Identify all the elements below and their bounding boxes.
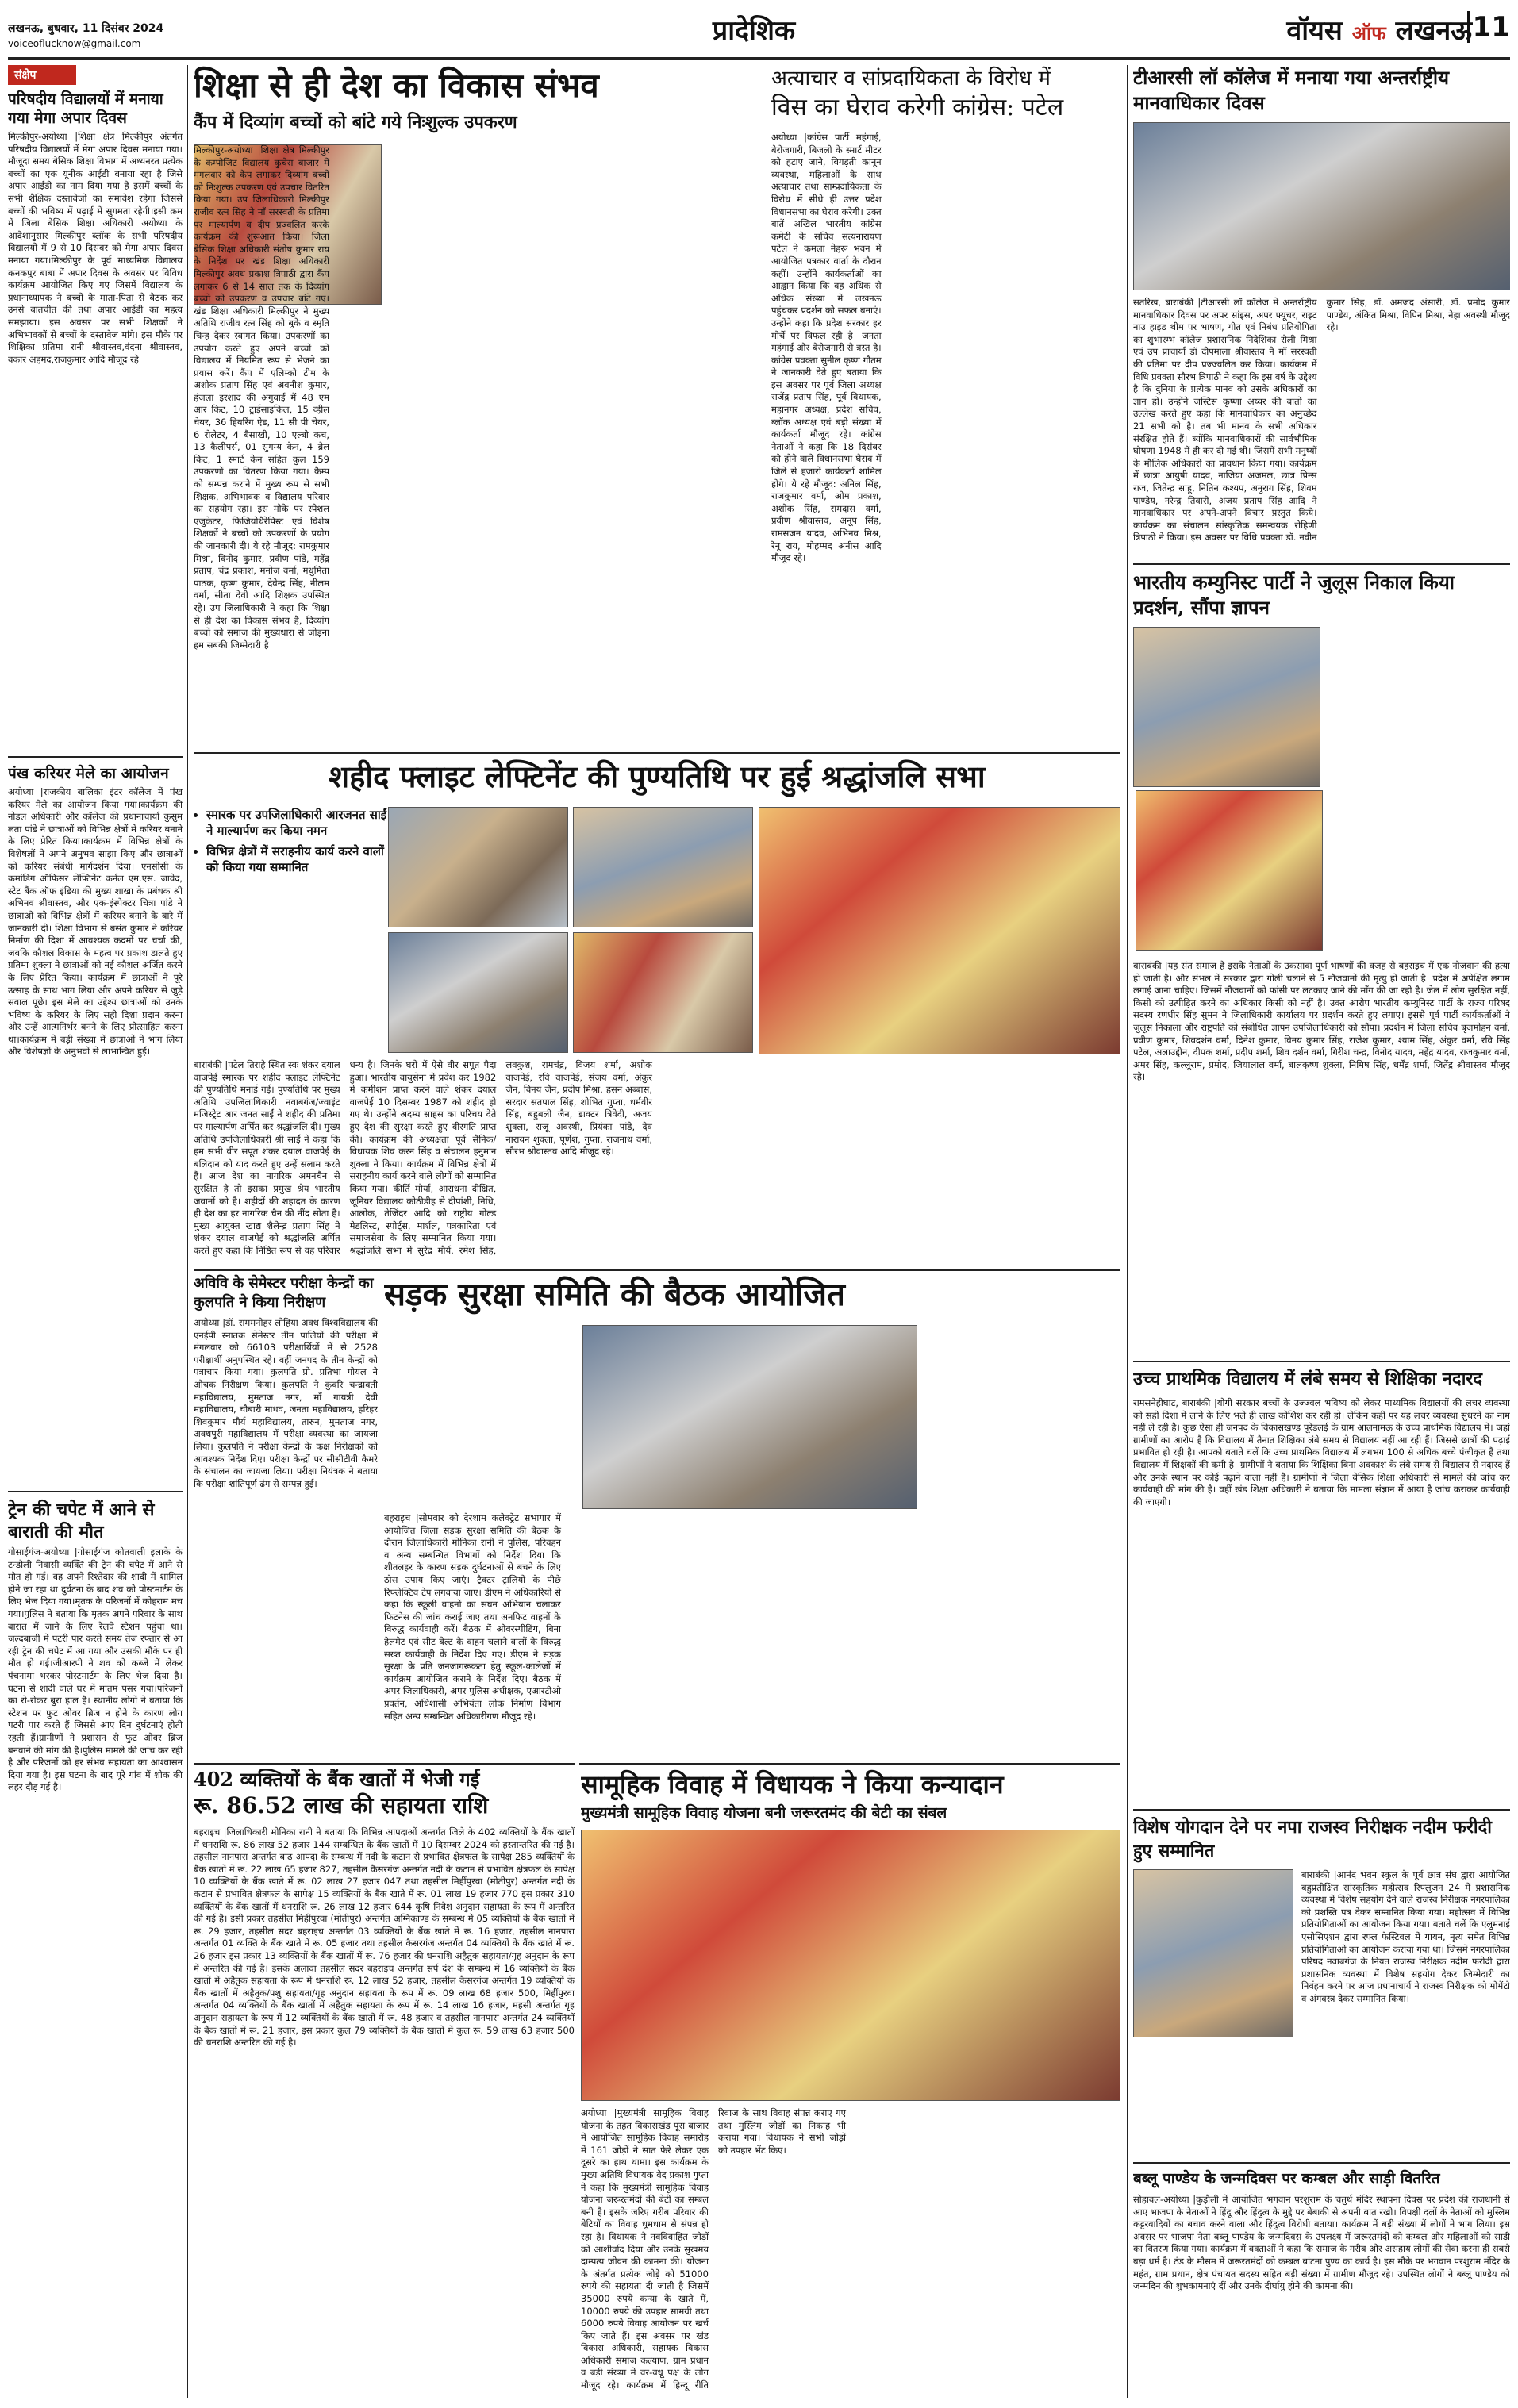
photo-cpi-1 <box>1133 627 1320 787</box>
subhead-shiksha: कैंप में दिव्यांग बच्चों को बांटे गये निःशुल्क उपकरण <box>194 113 517 132</box>
story-babloo <box>1133 2162 1510 2400</box>
paper-name <box>1286 11 1472 48</box>
body-shahid: बाराबंकी |पटेल तिराहे स्थित स्वः शंकर दयाल वाजपेई स्मारक पर शहीद फ्लाइट लेफ्टिनेंट की पुण्यतिथि मनाई गई। पुण्यतिथि पर मुख्य अतिथि उपजिलाधिकारी नवाबगंज/ज्वाइंट मजिस्ट्रेट आर जनत साईं ने शहीद की प्रतिमा पर माल्यार्पण अर्पित कर श्रद्धांजलि दी। मुख्य अतिथि उपजिलाधिकारी श्री साईं ने कहा कि हम सभी वीर सपूत शंकर दयाल वाजपेई के बलिदान को याद करते हुए उन्हें सलाम करते हैं। आज देश का नागरिक अमनचैन से सुरक्षित है तो इसका प्रमुख श्रेय भारतीय जवानों को है। शहीदों की शहादत के कारण ही देश का हर नागरिक चैन की नींद सोता है। मुख्य आयुक्त खाद्य शैलेन्द्र प्रताप सिंह ने शंकर दयाल वाजपेई को श्रद्धांजलि अर्पित करते हुए कहा कि निष्ठित रूप से वह परिवार धन्य है। जिनके घरों में ऐसे वीर सपूत पैदा हुआ। भारतीय वायुसेना में प्रवेश कर 1982 में कमीशन प्राप्त करने वाले शंकर दयाल वाजपेई 10 दिसम्बर 1987 को शहीद हो गए थे। उन्होंने अदम्य साहस का परिचय देते हुए देश की सुरक्षा करते हुए वीरगति प्राप्त की। कार्यक्रम की अध्यक्षता पूर्व सैनिक/विधायक शिव करन सिंह व संचालन हनुमान शुक्ला ने किया। कार्यक्रम में विभिन्न क्षेत्रों में सराहनीय कार्य करने वाले लोगों को सम्मानित किया गया। कीर्ति मौर्या, आराधना दीक्षित, जूनियर विद्यालय कोठीडीह से दीपांशी, निधि, आलोक, तेजिंदर आदि को राष्ट्रीय गोल्ड मेडलिस्ट, स्पोर्ट्स, मार्शल, पत्रकारिता एवं समाजसेवा के लिए सम्मानित किया गया। श्रद्धांजलि सभा में सुरेंद्र मौर्य, रमेश सिंह, लवकुश, रामचंद्र, विजय शर्मा, अशोक वाजपेई, रवि वाजपेई, संजय वर्मा, अंकुर जैन, विनय जैन, प्रदीप मिश्रा, हसन अब्बास, सरदार सतपाल सिंह, शोभित गुप्ता, धर्मवीर सिंह, बहुबली जैन, डाक्टर त्रिवेदी, अजय शुक्ला, राजू अवस्थी, प्रियंका पांडे, देव नारायन शुक्ला, पूर्णेश, गुप्ता, राजनाथ वर्मा, सौरभ श्रीवास्तव आदि मौजूद रहे। <box>194 1059 652 1256</box>
photo-vivah <box>581 1830 1120 2101</box>
headline-vivah: सामूहिक विवाह में विधायक ने किया कन्यादान <box>581 1769 1004 1799</box>
mid-rule-3 <box>194 1763 575 1765</box>
body-babloo: सोहावल-अयोध्या |कुड़ौली में आयोजित भगवान परशुराम के चतुर्थ मंदिर स्थापना दिवस पर प्रदेश की राजधानी से आए भाजपा के नेताओं ने हिंदू और हिंदुत्व के मुद्दे पर बेबाकी से अपनी बात रखी। विपक्षी दलों के नेताओं को मुस्लिम कट्टरवादियों का बचाव करने वाला और हिंदुत्व विरोधी बताया। कार्यक्रम में बड़ी संख्या में लोगों ने भाग लिया। इस अवसर पर भाजपा नेता बब्लू पाण्डेय के जन्मदिवस के उपलक्ष्य में जरूरतमंदों को कम्बल और महिलाओं को साड़ी का वितरण किया गया। कार्यक्रम में वक्ताओं ने कहा कि समाज के गरीब और असहाय लोगों की सेवा करना ही सबसे बड़ा धर्म है। ठंड के मौसम में जरूरतमंदों को कम्बल बांटना पुण्य का कार्य है। इस मौके पर भगवान परशुराम मंदिर के महंत, ग्राम प्रधान, क्षेत्र पंचायत सदस्य सहित बड़ी संख्या में ग्रामीण मौजूद रहे। उपस्थित लोगों ने बब्लू पाण्डेय को जन्मदिन की शुभकामनाएं दीं और उनके दीर्घायु होने की कामना की। <box>1133 2194 1510 2292</box>
subhead-vivah: मुख्यमंत्री सामूहिक विवाह योजना बनी जरूरतमंद की बेटी का संबल <box>581 1804 947 1822</box>
story-uchch <box>1133 1361 1510 1805</box>
headline-cpi: भारतीय कम्युनिस्ट पार्टी ने जुलूस निकाल किया प्रदर्शन, सौंपा ज्ञापन <box>1133 570 1455 619</box>
bullet-1: • स्मारक पर उपजिलाधिकारी आरजनत साईं ने माल्यार्पण कर किया नमन <box>206 807 393 839</box>
body-tiarasi: सतरिख, बाराबंकी |टीआरसी लॉ कॉलेज में अन्तर्राष्ट्रीय मानवाधिकार दिवस पर अपर सांइस, अपर फ्यूचर, राइट नाउ हाइड थीम पर भाषण, गीत एवं निबंध प्रतियोगिता का शुभारम्भ कॉलेज प्रशासनिक निदेशिका रोली मिश्रा एवं उप प्राचार्या डॉ दीपमाला श्रीवास्तव ने माँ सरस्वती की प्रतिमा पर दीप प्रज्ज्वलित कर किया। कार्यक्रम में विधि प्रवक्ता सौरभ त्रिपाठी ने कहा कि इस वर्ष के उद्देश्य है कि दुनिया के प्रत्येक मानव को उसके अधिकारों का ज्ञान हो। उन्होंने जस्टिस कृष्णा अय्यर की बातों का उल्लेख करते हुए कहा कि मानवाधिकार का अनुच्छेद 21 सभी को है। तब भी मानव के सभी अधिकार संरक्षित होते हैं। ब्योंकि मानवाधिकारों की सार्वभौमिक घोषणा 1948 में ही कर दी गई थी। जिसमें सभी मनुष्यों के मौलिक अधिकारों का प्रावधान किया गया। कार्यक्रम में छात्रा आयुषी यादव, नाजिया अजमल, छात्र प्रिन्स राज, जितेन्द्र साहू, नितिन कश्यप, अनुराग सिंह, शिवम पाण्डेय, नरेन्द्र तिवारी, अजय प्रताप सिंह आदि ने मानवाधिकार पर अपने-अपने विचार प्रस्तुत किये। कार्यक्रम का संचालन सांस्कृतिक समन्वयक रोहिणी त्रिपाठी ने किया। इस अवसर पर विधि प्रवक्ता डॉ. नवीन कुमार सिंह, डॉ. अमजद अंसारी, डॉ. प्रमोद कुमार पाण्डेय, अंकित मिश्रा, विपिन मिश्रा, नेहा अवस्थी मौजूद रहे। <box>1133 297 1510 543</box>
right-col-rule <box>1127 65 1128 2398</box>
email: voiceoflucknow@gmail.com <box>8 38 141 49</box>
headline-uchch: उच्च प्राथमिक विद्यालय में लंबे समय से शिक्षिका नदारद <box>1133 1369 1483 1389</box>
section-label: प्रादेशिक <box>712 15 796 47</box>
brief-3-body: गोसाईगंज-अयोध्या |गोसाईगंज कोतवाली इलाके के टन्डौली निवासी व्यक्ति की ट्रेन की चपेट में आने से मौत हो गई। वह अपने रिश्तेदार की शादी में शामिल होने जा रहा था।दुर्घटना के बाद शव को पोस्टमार्टम के लिए भेज दिया गया।मृतक के परिजनों में कोहराम मच गया।पुलिस ने बताया कि मृतक अपने परिवार के साथ बारात में जाने के लिए रेलवे स्टेशन पहुंचा था।जल्दबाजी में पटरी पार करते समय तेज रफ्तार से आ रही ट्रेन की चपेट में आ गया और उसकी मौके पर ही मौत हो गई।जीआरपी ने शव को कब्जे में लेकर पंचनामा भरकर पोस्टमार्टम के लिए भेज दिया है।घटना से शादी वाले घर में मातम पसर गया।परिजनों का रो-रोकर बुरा हाल है। स्थानीय लोगों ने बताया कि स्टेशन पर फुट ओवर ब्रिज न होने के कारण लोग पटरी पार करते हैं जिससे आए दिन दुर्घटनाएं होती रहती हैं।ग्रामीणों ने प्रशासन से फुट ओवर ब्रिज बनवाने की मांग की है।पुलिस मामले की जांच कर रही है और परिजनों को हर संभव सहायता का आश्वासन दिया गया है। इस घटना के बाद पूरे गांव में शोक की लहर दौड़ गई है। <box>8 1546 183 1793</box>
story-awadh <box>194 1274 378 1758</box>
photo-shahid-2 <box>573 807 753 927</box>
headline-congress-1: अत्याचार व सांप्रदायिकता के विरोध में <box>771 67 1051 90</box>
body-vivah: अयोध्या |मुख्यमंत्री सामूहिक विवाह योजना के तहत विकासखंड पूरा बाजार में आयोजित सामूहिक विवाह समारोह में 161 जोड़ों ने सात फेरे लेकर एक दूसरे का हाथ थामा। इस कार्यक्रम के मुख्य अतिथि विधायक वेद प्रकाश गुप्ता ने कहा कि मुख्यमंत्री सामूहिक विवाह योजना जरूरतमंदों की बेटी का सम्बल बनी है। इसके जरिए गरीब परिवार की बेटियों का विवाह धूमधाम से संपन्न हो रहा है। विधायक ने नवविवाहित जोड़ों को आशीर्वाद दिया और उनके सुखमय दाम्पत्य जीवन की कामना की। योजना के अंतर्गत प्रत्येक जोड़े को 51000 रुपये की सहायता दी जाती है जिसमें 35000 रुपये कन्या के खाते में, 10000 रुपये की उपहार सामग्री तथा 6000 रुपये विवाह आयोजन पर खर्च किए जाते हैं। इस अवसर पर खंड विकास अधिकारी, सहायक विकास अधिकारी समाज कल्याण, ग्राम प्रधान व बड़ी संख्या में वर-वधू पक्ष के लोग मौजूद रहे। कार्यक्रम में हिन्दू रीति रिवाज के साथ विवाह संपन्न कराए गए तथा मुस्लिम जोड़ों का निकाह भी कराया गया। विधायक ने सभी जोड़ों को उपहार भेंट किए। <box>581 2107 846 2391</box>
body-uchch: रामसनेहीघाट, बाराबंकी |योगी सरकार बच्चों के उज्ज्वल भविष्य को लेकर माध्यमिक विद्यालयों की लचर व्यवस्था को सही दिशा में लाने के लिए भले ही लाख कोशिश कर रही हो। लेकिन कहीं पर यह लचर व्यवस्था सुधरने का नाम नहीं ले रही है। कुछ ऐसा ही जनपद के विकासखण्ड पूरेडलई के ग्राम आलनामऊ के उच्च प्राथमिक विद्यालय में। जहां ग्रामीणों का आरोप है कि विद्यालय में तैनात शिक्षिका लंबे समय से विद्यालय नहीं आ रही हैं। जिससे छात्रों की पढ़ाई प्रभावित हो रही है। आपको बताते चलें कि उच्च प्राथमिक विद्यालय में लगभग 100 से अधिक बच्चे पंजीकृत हैं तथा विद्यालय में शिक्षकों की कमी है। ग्रामीणों ने बताया कि शिक्षिका बिना अवकाश के लंबे समय से विद्यालय से नदारद हैं और उनके स्थान पर कोई पढ़ाने वाला नहीं है। ग्रामीणों ने जिला बेसिक शिक्षा अधिकारी से मामले की जांच कर कार्यवाही की मांग की है। वहीं खंड शिक्षा अधिकारी ने बताया कि मामला संज्ञान में आया है जांच कराकर कार्यवाही की जाएगी। <box>1133 1397 1510 1507</box>
story-cpi <box>1133 563 1510 1357</box>
photo-nadeem <box>1133 1869 1293 2037</box>
brief-1-headline: परिषदीय विद्यालयों में मनाया गया मेगा अपार दिवस <box>8 90 163 127</box>
body-bank: बहराइच |जिलाधिकारी मोनिका रानी ने बताया कि विभिन्न आपदाओं अन्तर्गत जिले के 402 व्यक्तियों के बैंक खातों में धनराशि रू. 86 लाख 52 हजार 144 सम्बन्धित के बैंक खातों में 10 दिसम्बर 2024 को हस्तान्तरित की गई है। तहसील नानपारा अन्तर्गत बाढ़ आपदा के सम्बन्ध में नदी के कटान से प्रभावित क्षेत्रफल के सापेक्ष 285 व्यक्तियों के बैंक खातों में रू. 22 लाख 65 हजार 827, तहसील कैसरगंज अन्तर्गत नदी के कटान से प्रभावित क्षेत्रफल के सापेक्ष 10 व्यक्तियों के बैंक खाते में रू. 02 लाख 27 हजार 047 तथा तहसील मिहींपुरवा (मोतीपुर) अन्तर्गत नदी के कटान से प्रभावित क्षेत्रफल के सापेक्ष 15 व्यक्तियों के बैंक खाते में रू. 01 लाख 19 हजार 770 इस प्रकार 310 व्यक्तियों के बैंक खातों में धनराशि रू. 26 लाख 12 हजार 644 कृषि निवेश अनुदान सहायता के रूप में अन्तरित की गई है। इसी प्रकार तहसील मिहींपुरवा (मोतीपुर) अन्तर्गत अग्निकाण्ड के सम्बन्ध में 05 व्यक्तियों के बैंक खातों में रू. 29 हजार, तहसील सदर बहराइच अन्तर्गत 03 व्यक्तियों के बैंक खाते में रू. 16 हजार, तहसील नानपारा अन्तर्गत 01 व्यक्ति के बैंक खाते में रू. 05 हजार तथा तहसील कैसरगंज अन्तर्गत 04 व्यक्तियों के बैंक खाते में रू. 26 हजार इस प्रकार 13 व्यक्तियों के बैंक खातों में रू. 76 हजार की धनराशि अहैतुक सहायता/गृह अनुदान के रूप में अन्तरित की गई है। इसके अलावा तहसील सदर बहराइच अन्तर्गत सर्प दंश के सम्बन्ध में 16 व्यक्तियों के बैंक खातों में अहैतुक सहायता के रूप में धनराशि रू. 12 लाख 52 हजार, तहसील कैसरगंज अन्तर्गत 19 व्यक्तियों के बैंक खातों में अहैतुक/पशु सहायता/गृह अनुदान सहायता के रूप में रू. 09 लाख 68 हजार 500, मिहींपुरवा अन्तर्गत 04 व्यक्तियों के बैंक खातों में अहैतुक सहायता के रूप में रू. 14 लाख 16 हजार, महसी अन्तर्गत गृह अनुदान सहायता के रूप में 12 व्यक्तियों के बैंक खातों में रू. 48 हजार व तहसील नानपारा अन्तर्गत 24 व्यक्तियों के बैंक खातों में रू. 21 हजार, इस प्रकार कुल 79 व्यक्तियों के बैंक खातों में कुल रू. 59 लाख 63 हजार 500 की धनराशि अन्तरित की गई है। <box>194 1826 575 2049</box>
brief-1-body: मिल्कीपुर-अयोध्या |शिक्षा क्षेत्र मिल्कीपुर अंतर्गत परिषदीय विद्यालयों में मेगा अपार दिवस मनाया गया।मौजूदा समय बेसिक शिक्षा विभाग में अध्यनरत प्रत्येक बच्चों का एक यूनीक आईडी बनाया रहा है जिसे अपार आईडी का नाम दिया गया है इसमें बच्चों के सभी शैक्षिक दस्तावेजों का समावेश रहेगा जिससे बच्चों की भविष्य में पढ़ाई में सुगमता रहेगी।इसी क्रम में जिला बेसिक शिक्षा अधिकारी अयोध्या के आदेशानुसार मिल्कीपुर ब्लॉक के सभी परिषदीय विद्यालयों में 9 से 10 दिसंबर को मेगा अपार दिवस मनाया गया।मिल्कीपुर के पूर्व माध्यमिक विद्यालय कनकपुर बाबा में अपार दिवस के अवसर पर विविध कार्यक्रम आयोजित किए गए जिसमें विद्यालय के प्रधानाध्यापक ने बच्चों के माता-पिता से बैठक कर उनसे बातचीत की तथा अपार आईडी का महत्व समझाया। इस अवसर पर सभी शिक्षकों ने अभिभावकों से बच्चों के दस्तावेज मांगे। इस मौके पर शिक्षिका प्रतिमा रानी श्रीवास्तव,वंदना श्रीवास्तव, वकार अहमद,राजकुमार आदि मौजूद रहे <box>8 131 183 365</box>
sankshep-label: संक्षेप <box>8 65 76 85</box>
story-shiksha <box>194 65 765 747</box>
headline-nadeem: विशेष योगदान देने पर नपा राजस्व निरीक्षक नदीम फरीदी हुए सम्मानित <box>1133 1817 1492 1861</box>
brief-2-body: अयोध्या |राजकीय बालिका इंटर कॉलेज में पंख करियर मेले का आयोजन किया गया।कार्यक्रम की नोडल अधिकारी और कॉलेज की प्रधानाचार्या कुसुम लता पांडे ने छात्राओं को विभिन्न क्षेत्रों में करियर बनाने के लिए प्रेरित किया।कार्यक्रम में विभिन्न क्षेत्रों के विशेषज्ञों ने अपने अनुभव साझा किए और छात्राओं को करियर संबंधी मार्गदर्शन दिया। एनसीसी के कमांडिंग ऑफिसर लेफ्टिनेंट कर्नल एम.एस. जावेद, स्टेट बैंक ऑफ इंडिया की मुख्य शाखा के प्रबंधक श्री अभिनव श्रीवास्तव, और एक-इंस्पेक्टर चित्रा पांडे ने छात्राओं को विभिन्न क्षेत्रों में करियर बनाने के बारे में जानकारी दी। शिक्षा विभाग से बसंत कुमार ने करियर निर्माण की दिशा में आवश्यक कदमों पर चर्चा की, जबकि कौशल विकास के महत्व पर प्रकाश डालते हुए प्रतिमा शुक्ला ने छात्राओं को नई कौशल अर्जित करने के लिए प्रेरित किया। कार्यक्रम में छात्राओं ने पूरे उत्साह के साथ भाग लिया और अपने करियर से जुड़े सवाल पूछे। इस मेले का उद्देश्य छात्राओं को उनके भविष्य के करियर के लिए सही दिशा प्रदान करना और उन्हें आत्मनिर्भर बनने के लिए प्रोत्साहित करना था।कार्यक्रम में बड़ी संख्या में छात्राओं ने भाग लिया और विशेषज्ञों के अनुभवों से लाभान्वित हुईं। <box>8 786 183 1058</box>
body-congress: अयोध्या |कांग्रेस पार्टी महंगाई, बेरोजगारी, बिजली के स्मार्ट मीटर को हटाए जाने, बिगड़ती कानून व्यवस्था, महिलाओं के साथ अत्याचार तथा साम्प्रदायिकता के विरोध में सीधे ही उत्तर प्रदेश विधानसभा का घेराव करेगी। उक्त बातें अखिल भारतीय कांग्रेस कमेटी के सचिव सत्यनारायण पटेल ने कमला नेहरू भवन में आयोजित पत्रकार वार्ता के दौरान कहीं। उन्होंने कार्यकर्ताओं का आह्वान किया कि वह अधिक से अधिक संख्या में लखनऊ पहुंचकर प्रदर्शन को सफल बनाएं। उन्होंने कहा कि प्रदेश सरकार हर मोर्चे पर विफल रही है। जनता महंगाई और बेरोजगारी से त्रस्त है। कांग्रेस प्रवक्ता सुनील कृष्ण गौतम ने जानकारी देते हुए बताया कि इस अवसर पर पूर्व जिला अध्यक्ष राजेंद्र प्रताप सिंह, पूर्व विधायक, महानगर अध्यक्ष, प्रदेश सचिव, ब्लॉक अध्यक्ष एवं बड़ी संख्या में कार्यकर्ता मौजूद रहे। कांग्रेस नेताओं ने कहा कि 18 दिसंबर को होने वाले विधानसभा घेराव में जिले से हजारों कार्यकर्ता शामिल होंगे। ये रहे मौजूद: अनिल सिंह, राजकुमार वर्मा, ओम प्रकाश, अशोक सिंह, रामदास वर्मा, प्रवीण श्रीवास्तव, अनूप सिंह, रामसजन यादव, अभिनव मिश्र, रेनू राय, मोहम्मद अनीस आदि मौजूद रहे। <box>771 132 882 564</box>
story-congress <box>771 65 1120 747</box>
bullet-list <box>194 807 393 880</box>
photo-tiarasi <box>1133 122 1510 290</box>
headline-tiarasi: टीआरसी लॉ कॉलेज में मनाया गया अन्तर्राष्ट्रीय मानवाधिकार दिवस <box>1133 66 1450 114</box>
left-col-rule <box>187 65 188 2398</box>
story-sadak <box>384 1274 1120 1758</box>
headline-bank-1: 402 व्यक्तियों के बैंक खातों में भेजी गई <box>194 1768 480 1791</box>
headline-babloo: बब्लू पाण्डेय के जन्मदिवस पर कम्बल और साड़ी वितरित <box>1133 2170 1440 2187</box>
body-shiksha: मिल्कीपुर-अयोध्या |शिक्षा क्षेत्र मिल्कीपुर के कम्पोजिट विद्यालय कुचेरा बाजार में मंगलवार को कैंप लगाकर दिव्यांग बच्चों को निःशुल्क उपकरण एवं उपचार वितरित किया गया। उप जिलाधिकारी मिल्कीपुर राजीव रत्न सिंह ने माँ सरस्वती के प्रतिमा पर माल्यार्पण व दीप प्रज्वलित करके कार्यक्रम की शुरूआत किया। जिला बेसिक शिक्षा अधिकारी संतोष कुमार राय के निर्देश पर खंड शिक्षा अधिकारी मिल्कीपुर अवध प्रकाश त्रिपाठी द्वारा कैंप लगाकर 6 से 14 साल तक के दिव्यांग बच्चों को उपकरण व उपचार बांटे गए। खंड शिक्षा अधिकारी मिल्कीपुर ने मुख्य अतिथि राजीव रत्न सिंह को बुके व स्मृति चिन्ह देकर स्वागत किया। उपकरणों का उपयोग करते हुए अपने बच्चों को विद्यालय में नियमित रूप से भेजने का प्रयास करें। कैंप में एलिम्को टीम के अशोक प्रताप सिंह एवं अवनीश कुमार, हंजला इरशाद की अगुवाई में 48 एम आर किट, 10 ट्राईसाइकिल, 15 व्हील चेयर, 36 हियरिंग ऐड, 11 सी पी चेयर, 6 रोलेटर, 4 बैसाखी, 10 एल्बो कच, 13 कैलीपर्स, 01 सुगम्य केन, 4 ब्रेल किट, 1 स्मार्ट केन सहित कुल 159 उपकरणों का वितरण किया गया। कैम्प को सम्पन्न कराने में मुख्य रूप से सभी शिक्षक, अभिभावक व विद्यालय परिवार का सहयोग रहा। इस मौके पर स्पेशल एजुकेटर, फिजियोथैरेपिस्ट एवं विशेष शिक्षकों ने बच्चों को उपकरणों के प्रयोग की जानकारी दी। ये रहे मौजूद: रामकुमार मिश्रा, विनोद कुमार, प्रवीण पांडे, महेंद्र प्रताप, चंद्र प्रकाश, मनोज वर्मा, मधुमिता पाठक, कृष्ण कुमार, देवेन्द्र सिंह, नीलम वर्मा, सीता देवी आदि शिक्षक उपस्थित रहे। उप जिलाधिकारी ने कहा कि शिक्षा से ही देश का विकास संभव है, दिव्यांग बच्चों को समाज की मुख्यधारा से जोड़ना हम सबकी जिम्मेदारी है। <box>194 144 329 651</box>
story-tiarasi <box>1133 65 1510 557</box>
sankshep-column <box>8 65 183 2398</box>
photo-shahid-3 <box>388 932 568 1053</box>
headline-awadh: अविवि के सेमेस्टर परीक्षा केन्द्रों का कुलपति ने किया निरीक्षण <box>194 1275 374 1311</box>
masthead <box>8 6 1510 56</box>
brief-3-headline: ट्रेन की चपेट में आने से बाराती की मौत <box>8 1500 155 1542</box>
mid-rule-2 <box>194 1269 1120 1271</box>
dateline: लखनऊ, बुधवार, 11 दिसंबर 2024 <box>8 22 164 35</box>
page-number: 11 <box>1467 11 1510 43</box>
mid-rule-1 <box>194 752 1120 754</box>
paper-name-part1: वॉयस <box>1286 15 1343 47</box>
story-shahid <box>194 758 1120 1265</box>
photo-sadak <box>582 1325 917 1509</box>
paper-name-part2: ऑफ <box>1351 21 1386 44</box>
headline-sadak: सड़क सुरक्षा समिति की बैठक आयोजित <box>384 1276 845 1313</box>
headline-bank-2: रू. 86.52 लाख की सहायता राशि <box>194 1792 489 1818</box>
body-sadak: बहराइच |सोमवार को देरशाम कलेक्ट्रेट सभागार में आयोजित जिला सड़क सुरक्षा समिति की बैठक के दौरान जिलाधिकारी मोनिका रानी ने पुलिस, परिवहन व अन्य सम्बन्धित विभागों को निर्देश दिया कि शीतलहर के कारण सड़क दुर्घटनाओं से बचने के लिए ठोस उपाय किए जाएं। ट्रैक्टर ट्रालियों के पीछे रिफ्लेक्टिव टेप लगवाया जाए। डीएम ने अधिकारियों से कहा कि स्कूली वाहनों का सघन अभियान चलाकर फिटनेस की जांच कराई जाए तथा अनफिट वाहनों के विरुद्ध कार्यवाही करें। बैठक में ओवरस्पीडिंग, बिना हेलमेट एवं सीट बेल्ट के वाहन चलाने वालों के विरुद्ध सख्त कार्यवाही के निर्देश दिए गए। डीएम ने सड़क सुरक्षा के प्रति जनजागरूकता हेतु स्कूल-कालेजों में कार्यक्रम आयोजित कराने के निर्देश दिए। बैठक में अपर जिलाधिकारी, अपर पुलिस अधीक्षक, एआरटीओ प्रवर्तन, अधिशासी अभियंता लोक निर्माण विभाग सहित अन्य सम्बन्धित अधिकारीगण मौजूद रहे। <box>384 1512 561 1722</box>
body-cpi: बाराबंकी |यह संत समाज है इसके नेताओं के उकसावा पूर्ण भाषणों की वजह से बहराइच में एक नौजवान की हत्या हो जाती है। और संभल में सरकार द्वारा गोली चलाने से 5 नौजवानों की मृत्यु हो जाती है। प्रदेश में अपेक्षित लगाम लगाई जाना चाहिए। जिसमें नौजवानों को फांसी पर लटकाए जाने की माँग की जा रही है। जेल में लोग सुरक्षित नहीं, किसी को उत्पीड़ित करने का अधिकार किसी को नहीं है। उक्त आरोप भारतीय कम्युनिस्ट पार्टी के राज्य परिषद सदस्य रणधीर सिंह सुमन ने जिलाधिकारी कार्यालय पर प्रदर्शन करते हुए लगाए। इससे पूर्व पार्टी कार्यकर्ताओं ने जुलूस निकाला और राष्ट्रपति को संबोधित ज्ञापन उपजिलाधिकारी को सौंपा। प्रदर्शन में जिला सचिव बृजमोहन वर्मा, प्रवीण कुमार, शिवदर्शन वर्मा, दिनेश कुमार, विनय कुमार सिंह, राजेश कुमार, श्याम सिंह, अंकुर वर्मा, रवि सिंह पटेल, अलाउद्दीन, दीपक शर्मा, प्रदीप शर्मा, शिव दर्शन वर्मा, गिरीश चन्द्र, विनोद यादव, महेंद्र यादव, राजकुमार वर्मा, अमर सिंह, कल्लूराम, प्रमोद, जियालाल वर्मा, बालकृष्ण शुक्ला, निमिष सिंह, धर्मेंद्र शर्मा, जितेंद्र श्रीवास्तव मौजूद रहे। <box>1133 960 1510 1083</box>
photo-cpi-2 <box>1136 790 1323 951</box>
headline-shiksha: शिक्षा से ही देश का विकास संभव <box>194 66 599 105</box>
photo-shahid-4 <box>573 932 753 1053</box>
headline-congress-2: विस का घेराव करेगी कांग्रेस: पटेल <box>771 94 1064 121</box>
headline-shahid: शहीद फ्लाइट लेफ्टिनेंट की पुण्यतिथि पर हुई श्रद्धांजलि सभा <box>329 759 986 794</box>
body-shahid-right <box>759 807 1120 1054</box>
paper-name-part3: लखनऊ <box>1395 15 1472 47</box>
story-nadeem <box>1133 1809 1510 2158</box>
brief-2-headline: पंख करियर मेले का आयोजन <box>8 765 169 782</box>
photo-shahid-1 <box>388 807 568 927</box>
body-awadh: अयोध्या |डॉ. राममनोहर लोहिया अवध विश्वविद्यालय की एनईपी स्नातक सेमेस्टर तीन पालियों की परीक्षा में मंगलवार को 66103 परीक्षार्थियों में से 2528 परीक्षार्थी अनुपस्थित रहे। वहीं जनपद के तीन केन्द्रों को पत्राचार किया गया। कुलपति प्रो. प्रतिभा गोयल ने औचक निरीक्षण किया। कुलपति ने कुवरि चन्द्रावती महाविद्यालय, मुमताज नगर, माँ गायत्री देवी महाविद्यालय, चौबारी माधव, जनता महाविद्यालय, हरिहर शिवकुमार मौर्य महाविद्यालय, तारुन, मुमताज नगर, अवधपुरी महाविद्यालय में परीक्षा व्यवस्था का जायजा लिया। कुलपति ने परीक्षा केन्द्रों के कक्ष निरीक्षकों को आवश्यक निर्देश दिए। परीक्षा केन्द्रों पर सीसीटीवी कैमरे के संचालन का जायजा लिया। परीक्षा नियंत्रक ने बताया कि परीक्षा शांतिपूर्ण ढंग से सम्पन्न हुई। <box>194 1317 378 1489</box>
body-nadeem: बाराबंकी |आनंद भवन स्कूल के पूर्व छात्र संघ द्वारा आयोजित बहुप्रतीक्षित सांस्कृतिक महोत्सव रिफ्लुजन 24 में प्रशासनिक व्यवस्था में विशेष सहयोग देने वाले राजस्व निरीक्षक नगरपालिका को प्रशस्ति पत्र देकर सम्मानित किया गया। महोत्सव में विभिन्न प्रतियोगिताओं का आयोजन किया गया। बताते चलें कि एलुमनाई एसोसिएशन द्वारा रफ्ल फेस्टिवल में गायन, नृत्य समेत विभिन्न प्रतियोगिताओं का आयोजन कराया गया था। जिसमें नगरपालिका परिषद नवाबगंज के नियत राजस्व निरीक्षक नदीम फरीदी द्वारा प्रशासनिक व्यवस्था में विशेष सहयोग देकर जिम्मेदारी का निर्वहन करने पर आज प्रधानाचार्य ने राजस्व निरीक्षक को मोमेंटो व अंगवस्त्र देकर सम्मानित किया। <box>1301 1869 1510 2004</box>
story-bank <box>194 1768 575 2398</box>
mid-rule-4 <box>579 1763 1120 1765</box>
bullet-2: • विभिन्न क्षेत्रों में सराहनीय कार्य करने वालों को किया गया सम्मानित <box>206 843 393 875</box>
masthead-rule <box>8 57 1510 60</box>
story-vivah <box>581 1768 1120 2398</box>
